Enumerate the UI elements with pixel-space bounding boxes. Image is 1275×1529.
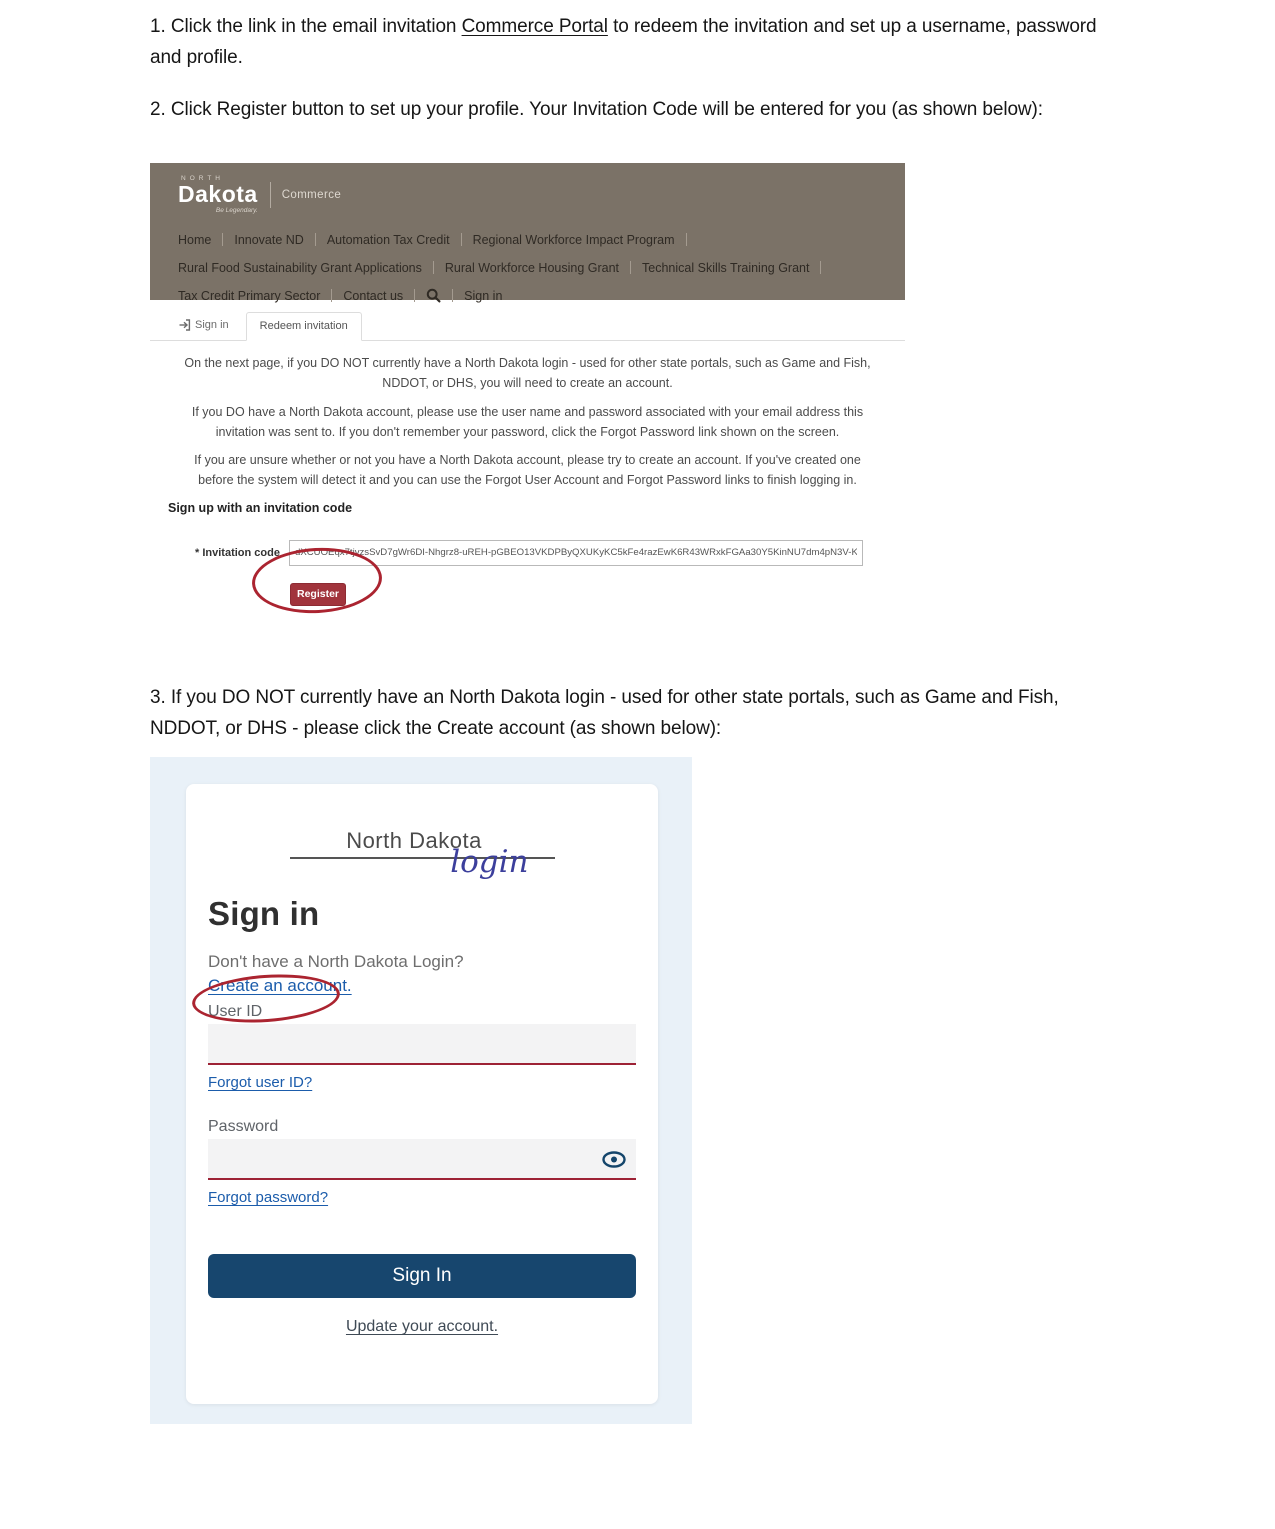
logo-divider [270,182,271,208]
redeem-paragraph-3: If you are unsure whether or not you have a North Dakota account, please try to create an account. If you've created one before the system will detect it and you can use the Forgot User Account and Forgot Password links to finish logging in. [194,453,861,488]
redeem-body [150,341,905,676]
nav-divider [222,233,223,246]
tab-sign-in-label: Sign in [195,319,229,331]
invitation-code-label: * Invitation code [195,546,280,559]
logo-north-dakota-text: North Dakota [290,828,555,859]
commerce-portal-screenshot [150,163,905,676]
signup-invitation-heading: Sign up with an invitation code [168,500,353,515]
forgot-password-link[interactable]: Forgot password? [208,1189,329,1206]
instruction-steps [150,12,1100,125]
nav-divider [433,261,434,274]
user-id-field-wrap [208,1024,636,1065]
update-account-link[interactable]: Update your account. [345,1318,499,1335]
invitation-code-input[interactable] [289,540,863,566]
nav-item-rural-food-grant[interactable]: Rural Food Sustainability Grant Applications [178,260,422,275]
nav-item-tax-credit-primary[interactable]: Tax Credit Primary Sector [178,288,321,303]
redeem-tab-strip [150,300,905,341]
nav-item-innovate-nd[interactable]: Innovate ND [234,232,304,247]
nav-item-contact-us[interactable]: Contact us [343,288,404,303]
create-account-link[interactable]: Create an account. [208,976,352,995]
logo-tagline: Be Legendary. [215,206,258,214]
register-zone [150,566,905,676]
nd-login-screenshot [150,757,692,1424]
invitation-code-row [195,540,905,566]
user-id-label: User ID [208,1003,263,1020]
register-button[interactable]: Register [290,583,346,606]
nav-item-regional-workforce-impact[interactable]: Regional Workforce Impact Program [472,232,675,247]
nav-item-technical-skills-grant[interactable]: Technical Skills Training Grant [642,260,810,275]
step-1-prefix: 1. Click the link in the email invitation [150,16,462,37]
password-field-wrap [208,1139,636,1180]
nav-divider [686,233,687,246]
login-form [186,895,658,1336]
sign-in-button[interactable]: Sign In [208,1254,636,1298]
nav-item-automation-tax-credit[interactable]: Automation Tax Credit [326,232,450,247]
redeem-paragraph-2: If you DO have a North Dakota account, please use the user name and password associated with your email address this invitation was sent to. If you don't remember your password, click the Forgot Password link shown on the screen. [191,404,864,439]
nav-row-2 [178,261,905,274]
forgot-user-id-link[interactable]: Forgot user ID? [208,1074,313,1091]
step-3-text: 3. If you DO NOT currently have an North Dakota login - used for other state portals, such as Game and Fish, NDDOT, or DHS - please click the Create account (as shown below): [150,687,1059,739]
logo-division-text: Commerce [281,189,342,201]
nav-item-home[interactable]: Home [178,232,212,247]
logo-dakota-text: Dakota [178,180,258,207]
north-dakota-commerce-logo [178,172,905,218]
redeem-paragraph-1: On the next page, if you DO NOT currently have a North Dakota login - used for other state portals, such as Game and Fish, NDDOT, or DHS, you will need to create an account. [184,356,871,391]
tab-sign-in[interactable] [179,319,229,331]
password-label: Password [208,1118,279,1135]
nav-row-1 [178,233,905,246]
tab-redeem-invitation[interactable]: Redeem invitation [246,312,362,341]
step-1-text [150,12,1100,74]
nav-divider [630,261,631,274]
logo-login-text: login [450,844,529,880]
north-dakota-wordmark [178,176,258,214]
nav-divider [315,233,316,246]
nav-item-rural-workforce-housing[interactable]: Rural Workforce Housing Grant [444,260,620,275]
password-input[interactable] [208,1139,636,1180]
login-card [186,784,658,1404]
step-1-suffix: to redeem the invitation and set up a username, password and profile. [150,16,1097,68]
commerce-portal-header [150,163,905,303]
sign-in-heading: Sign in [208,895,320,932]
sign-in-arrow-icon [179,319,191,331]
no-account-text: Don't have a North Dakota Login? [208,952,464,971]
nav-divider [461,233,462,246]
nav-item-sign-in[interactable]: Sign in [464,288,503,303]
eye-password-toggle-icon[interactable] [602,1151,626,1168]
nav-divider [820,261,821,274]
north-dakota-login-logo [290,828,555,880]
step-2-text: 2. Click Register button to set up your profile. Your Invitation Code will be entered for you (as shown below): [150,98,1043,120]
commerce-portal-link[interactable]: Commerce Portal [461,16,608,37]
user-id-input[interactable] [208,1024,636,1065]
logo-north-text: NORTH [181,175,224,182]
